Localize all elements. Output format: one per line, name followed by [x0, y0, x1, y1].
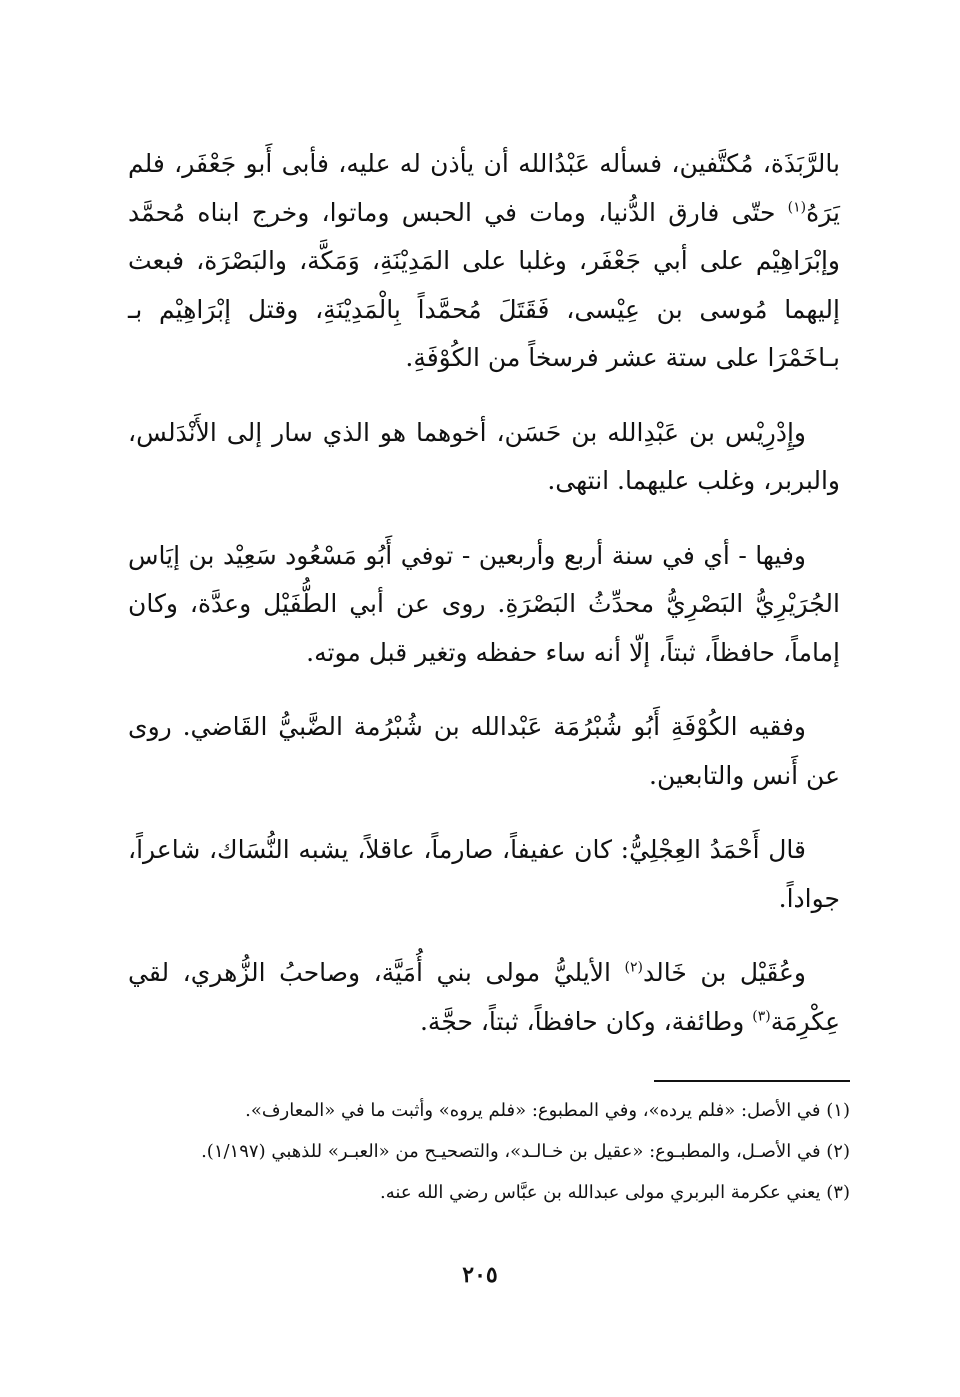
paragraph-5: قال أَحْمَدُ العِجْلِيُّ: كان عفيفاً، صارماً، عاقلاً، يشبه النُّسَاك، شاعراً، جواداً.: [128, 835, 840, 913]
page-number: ٢٠٥: [462, 1262, 498, 1288]
footnote-3: (٣) يعني عكرمة البربري مولى عبدالله بن عبَّاس رضي الله عنه.: [380, 1182, 850, 1203]
footnote-separator: [654, 1080, 850, 1082]
paragraph-2: وإِدْرِيْس بن عَبْدِالله بن حَسَن، أخوهما هو الذي سار إلى الأَنْدَلس، والبربر، وغلب عليهما. انتهى.: [128, 417, 840, 495]
paragraph-6: [128, 949, 840, 1046]
footnotes: [138, 1094, 850, 1217]
footnote-1: (١) في الأصل: «فلم يرده»، وفي المطبوع: «فلم يروه» وأثبت ما في «المعارف».: [245, 1100, 850, 1121]
footnote-ref-3: (٣): [752, 1008, 771, 1025]
paragraph-4: وفقيه الكُوْفَةِ أَبُو شُبْرُمَة عَبْدالله بن شُبْرُمة الضَّبيُّ القَاضي. روى عن أَنس والتابعين.: [128, 712, 840, 790]
footnote-ref-1: (١): [787, 199, 807, 216]
main-text: [128, 140, 840, 1046]
footnote-2: (٢) في الأصـل، والمطبـوع: «عقيل بن خـالـد»، والتصحيـح من «العبـر» للذهبي (١/١٩٧).: [201, 1141, 850, 1162]
paragraph-1-text-a: بالرَّبَذَة، مُكتَّفين، فسأله عَبْدُالله أن يأذن له عليه، فأبى أَبو جَعْفَر، فلم يَرَهُ: [128, 149, 840, 227]
paragraph-3: وفيها - أي في سنة أربع وأربعين - توفي أَبُو مَسْعُود سَعِيْد بن إيَاس الجُرَيْرِيُّ البَصْرِيُّ محدِّثُ البَصْرَةِ. روى عن أبي الطُّفَيْل وعدَّة، وكان إماماً، حافظاً، ثبتاً، إلّا أنه ساء حفظه وتغير قبل موته.: [128, 540, 840, 667]
paragraph-1-text-b: حتّى فارق الدُّنيا، ومات في الحبس وماتوا، وخرج ابناه مُحمَّد وإبْرَاهِيْم على أبي جَعْفَر، وغلبا على المَدِيْنَةِ، وَمَكَّة، والبَصْرَة، فبعث إليهما مُوسى بن عِيْسى، فَقَتَلَ مُحمَّداً بِالْمَدِيْنَةِ، وقتل إبْرَاهِيْم بـ بـاخَمْرَا على ستة عشر فرسخاً من الكُوْفَةِ.: [128, 197, 840, 372]
paragraph-6-text-c: وطائفة، وكان حافظاً، ثبتاً، حجَّة.: [419, 1006, 753, 1036]
paragraph-1: [128, 140, 840, 383]
paragraph-6-text-b: الأيليُّ مولى بني أُمَيَّة، وصاحبُ الزُّهري، لقي عِكْرِمَة: [128, 958, 840, 1036]
footnote-ref-2: (٢): [624, 959, 643, 976]
paragraph-6-text-a: وعُقَيْل بن خَالد: [643, 958, 806, 987]
